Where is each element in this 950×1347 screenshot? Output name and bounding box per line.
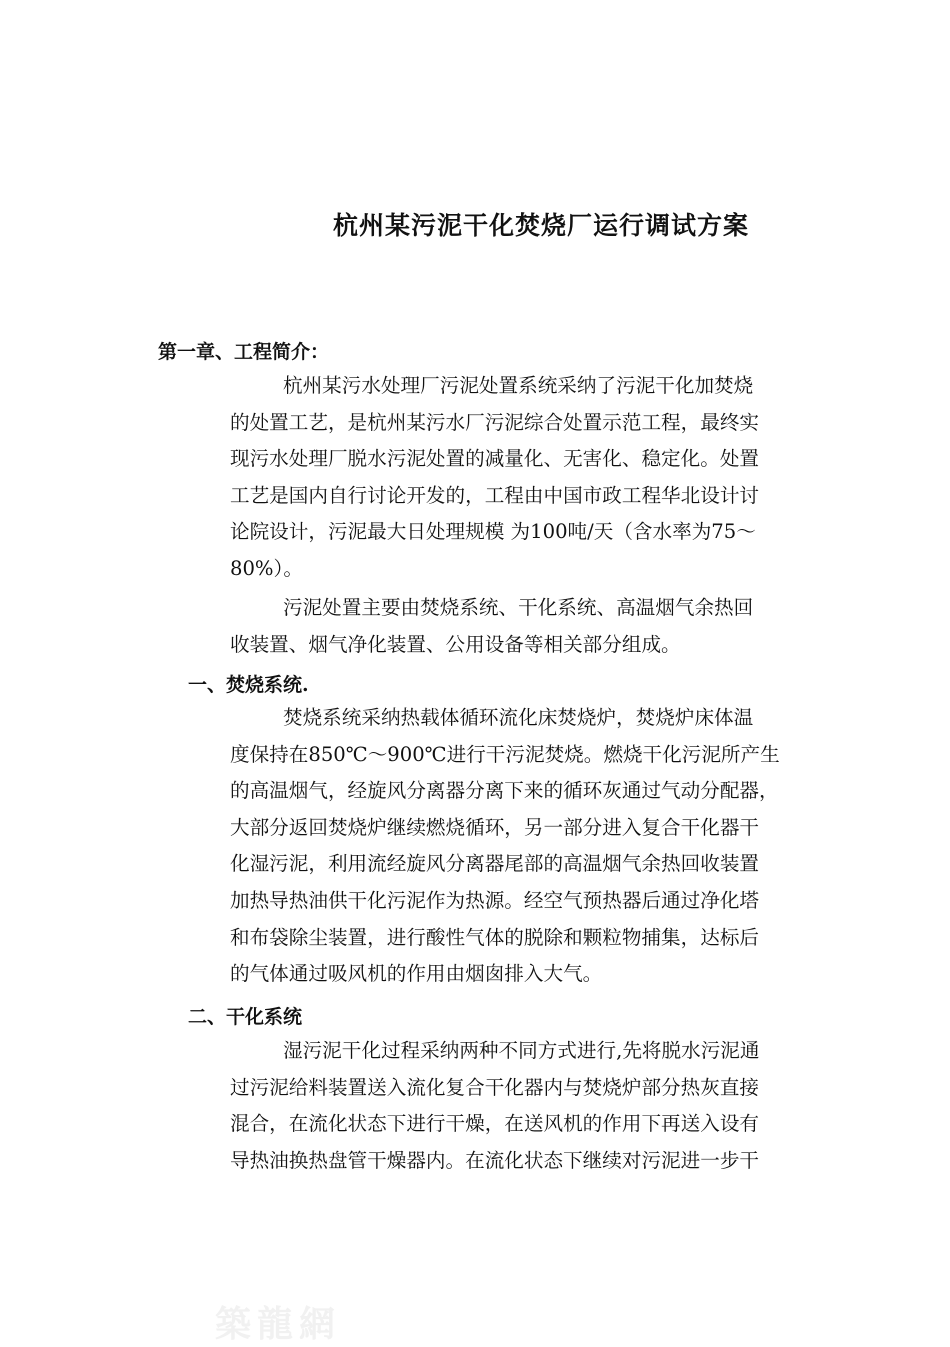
document-title: 杭州某污泥干化焚烧厂运行调试方案 (332, 211, 749, 240)
text-line: 收装置、烟气净化装置、公用设备等相关部分组成。 (230, 632, 681, 656)
text-line: 的气体通过吸风机的作用由烟囱排入大气。 (230, 962, 603, 986)
text-line: 度保持在850℃～900℃进行干污泥焚烧。燃烧干化污泥所产生 (230, 742, 780, 766)
text-line: 的处置工艺，是杭州某污水厂污泥综合处置示范工程，最终实 (230, 410, 760, 434)
text-line: 80%）。 (230, 556, 303, 580)
text-line: 导热油换热盘管干燥器内。在流化状态下继续对污泥进一步干 (230, 1148, 760, 1172)
intro-paragraph (230, 368, 850, 588)
text-line: 和布袋除尘装置，进行酸性气体的脱除和颗粒物捕集，达标后 (230, 925, 760, 949)
chapter-heading: 第一章、工程简介： (158, 341, 330, 363)
text-line: 工艺是国内自行讨论开发的，工程由中国市政工程华北设计讨 (230, 483, 760, 507)
text-line: 湿污泥干化过程采纳两种不同方式进行,先将脱水污泥通 (283, 1039, 760, 1062)
section-heading-incineration: 一、焚烧系统. (188, 674, 309, 696)
text-line: 杭州某污水处理厂污泥处置系统采纳了污泥干化加焚烧 (283, 374, 754, 397)
text-line: 污泥处置主要由焚烧系统、干化系统、高温烟气余热回 (283, 596, 754, 619)
text-line: 现污水处理厂脱水污泥处置的减量化、无害化、稳定化。处置 (230, 447, 760, 471)
drying-paragraph (230, 1033, 850, 1179)
text-line: 过污泥给料装置送入流化复合干化器内与焚烧炉部分热灰直接 (230, 1075, 760, 1099)
text-line: 焚烧系统采纳热载体循环流化床焚烧炉，焚烧炉床体温 (283, 706, 754, 729)
text-line: 化湿污泥，利用流经旋风分离器尾部的高温烟气余热回收装置 (230, 852, 760, 876)
watermark-logo: 築龍網 (215, 1303, 342, 1345)
text-line: 论院设计，污泥最大日处理规模 为100吨/天（含水率为75～ (230, 520, 756, 544)
text-line: 大部分返回焚烧炉继续燃烧循环，另一部分进入复合干化器干 (230, 815, 760, 839)
incineration-paragraph (230, 700, 850, 993)
text-line: 加热导热油供干化污泥作为热源。经空气预热器后通过净化塔 (230, 888, 760, 912)
text-line: 混合，在流化状态下进行干燥，在送风机的作用下再送入设有 (230, 1112, 760, 1136)
text-line: 的高温烟气，经旋风分离器分离下来的循环灰通过气动分配器， (230, 779, 779, 803)
composition-paragraph (230, 590, 850, 663)
section-heading-drying: 二、干化系统 (188, 1006, 303, 1028)
